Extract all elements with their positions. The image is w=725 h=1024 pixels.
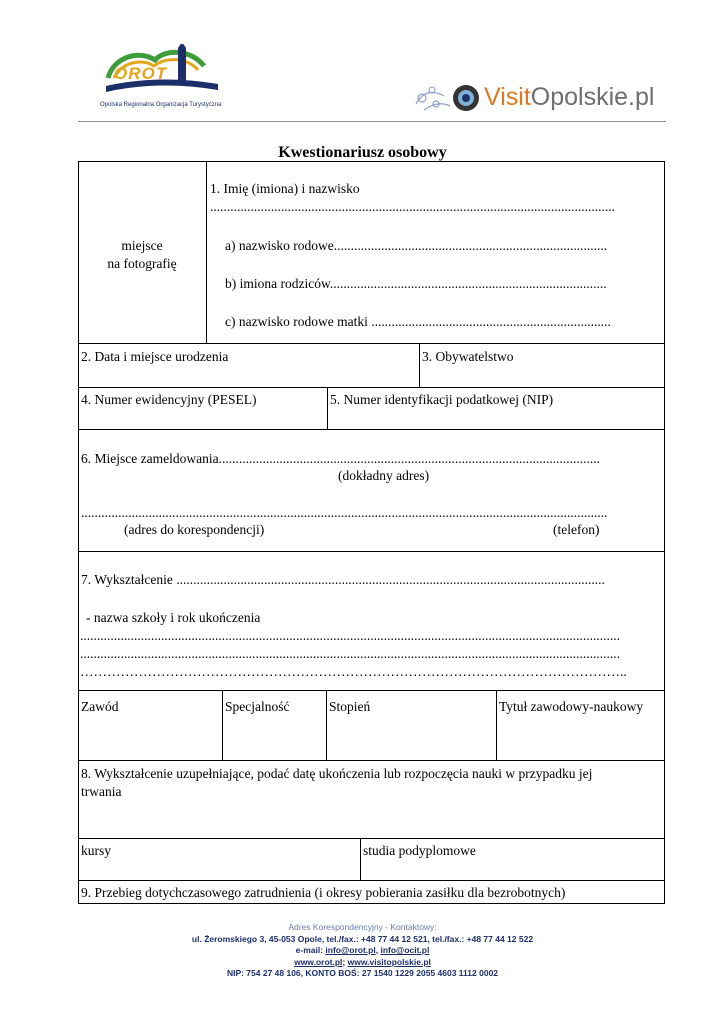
school-dots-3[interactable]: ………………………………………………………………………………………………………….. — [80, 664, 627, 679]
specjalnosc-field[interactable]: Specjalność — [225, 699, 290, 714]
footer-address: ul. Żeromskiego 3, 45-053 Opole, tel./fax.: +48 77 44 12 521, tel./fax.: +48 77 44 12 522 — [191, 933, 534, 944]
email-label: e-mail: — [295, 945, 326, 955]
stopien-field[interactable]: Stopień — [329, 699, 371, 714]
email-ocit-link[interactable]: info@ocit.pl — [380, 945, 430, 955]
kursy-field[interactable]: kursy — [81, 843, 111, 858]
www-separator: ; — [342, 956, 348, 967]
parents-names-field[interactable]: b) imiona rodziców.................................................................................. — [225, 276, 607, 291]
studia-field[interactable]: studia podyplomowe — [363, 843, 476, 858]
footer-emails — [0, 945, 725, 957]
nip-field[interactable]: 5. Numer identyfikacji podatkowej (NIP) — [330, 392, 554, 407]
school-label: - nazwa szkoły i rok ukończenia — [86, 610, 261, 625]
visitopolskie-logo — [414, 80, 655, 116]
photo-label-2: na fotografię — [107, 256, 177, 271]
opolskie-word: Opolskie.pl — [530, 83, 655, 111]
header-rule — [78, 121, 666, 122]
birth-date-place-field[interactable]: 2. Data i miejsce urodzenia — [81, 349, 229, 364]
phone-label: (telefon) — [553, 522, 600, 537]
photo-label-1: miejsce — [121, 238, 163, 253]
residence-field[interactable]: 6. Miejsce zameldowania................................................................................................................. — [81, 451, 600, 466]
citizenship-field[interactable]: 3. Obywatelstwo — [422, 349, 514, 364]
zawod-field[interactable]: Zawód — [81, 699, 119, 714]
footer-nip-account: NIP: 754 27 48 106, KONTO BOŚ: 27 1540 1229 2055 4603 1112 0002 — [226, 968, 499, 978]
www-orot-link[interactable]: www.orot.pl — [294, 956, 343, 967]
page-title: Kwestionariusz osobowy — [278, 144, 447, 161]
email-separator: , — [375, 945, 381, 955]
footer — [0, 922, 725, 980]
visitopolskie-wordmark — [484, 83, 654, 112]
email-orot-link[interactable]: info@orot.pl — [325, 945, 376, 955]
visit-word: Visit — [484, 83, 531, 111]
www-visitopolskie-link[interactable]: www.visitopolskie.pl — [347, 956, 431, 967]
employment-history-label: 9. Przebieg dotychczasowego zatrudnienia (i okresy pobierania zasiłku dla bezrobotnych) — [81, 885, 566, 900]
exact-address-label: (dokładny adres) — [338, 468, 430, 483]
orot-subtitle: Opolska Regionalna Organizacja Turystyczna — [100, 102, 222, 108]
pesel-field[interactable]: 4. Numer ewidencyjny (PESEL) — [81, 392, 257, 407]
correspondence-dots[interactable]: ............................................................................................................................................................ — [81, 505, 608, 520]
flower-ornament-icon — [414, 80, 484, 116]
family-name-field[interactable]: a) nazwisko rodowe................................................................................. — [225, 238, 608, 253]
name-label: 1. Imię (imiona) i nazwisko — [210, 181, 360, 196]
correspondence-label: (adres do korespondencji) — [124, 522, 265, 537]
orot-logo-text: OROT — [114, 64, 168, 83]
school-dots-2[interactable]: ................................................................................................................................................................ — [80, 646, 620, 661]
name-input-dots[interactable]: ........................................................................................................................ — [210, 199, 615, 214]
supplementary-education-label-2: trwania — [81, 784, 122, 799]
footer-address-heading: Adres Korespondencyjny - Kontaktowy: — [288, 922, 437, 932]
school-dots-1[interactable]: ................................................................................................................................................................ — [80, 628, 620, 643]
supplementary-education-label: 8. Wykształcenie uzupełniające, podać datę ukończenia lub rozpoczęcia nauki w przypadku jej — [81, 766, 593, 781]
footer-websites — [0, 957, 725, 969]
orot-logo — [100, 44, 230, 112]
mother-family-name-field[interactable]: c) nazwisko rodowe matki ....................................................................... — [225, 314, 611, 329]
education-field[interactable]: 7. Wykształcenie ............................................................................................................................... — [81, 572, 605, 587]
tytul-field[interactable]: Tytuł zawodowy-naukowy — [499, 699, 644, 714]
